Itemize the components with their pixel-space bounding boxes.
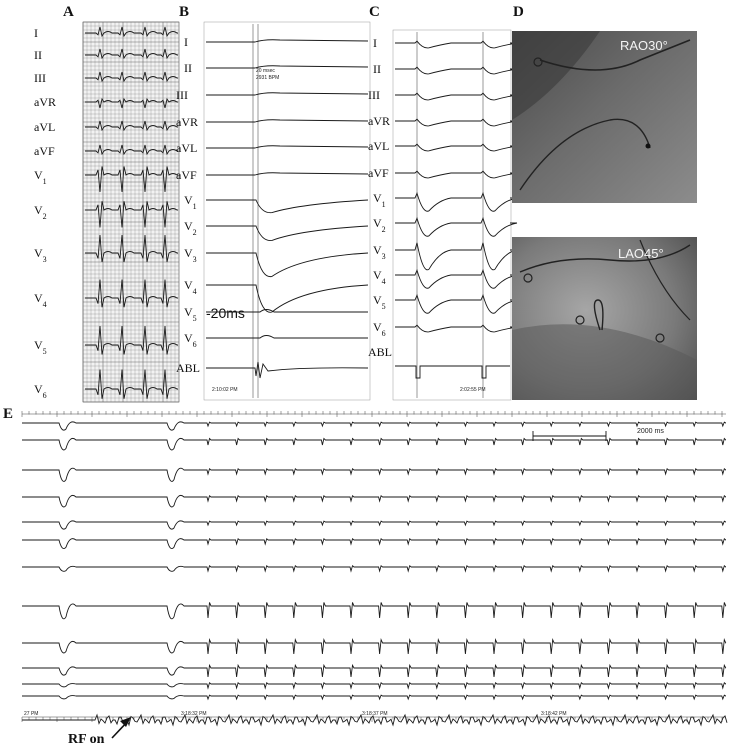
panel-b-timestamp: 2:10:02 PM bbox=[212, 387, 238, 393]
panel-b-lead-v1: $V_1$ bbox=[184, 193, 197, 211]
panel-e-traces bbox=[22, 422, 727, 725]
panel-c-lead-ii: II bbox=[373, 62, 381, 76]
fluoro-rao-label: RAO30° bbox=[620, 38, 668, 53]
strip-trace-6 bbox=[22, 566, 726, 571]
panel-a-lead-avr: aVR bbox=[34, 95, 56, 109]
strip-trace-2 bbox=[22, 468, 726, 481]
panel-c-lead-v2: $V_2$ bbox=[373, 216, 386, 234]
panel-b-lead-v3: $V_3$ bbox=[184, 246, 197, 264]
panel-c-lead-labels bbox=[368, 36, 392, 359]
caliper-interval: 20 msec bbox=[256, 68, 275, 74]
panel-b-lead-v4: $V_4$ bbox=[184, 278, 197, 296]
scale-bar bbox=[533, 431, 606, 441]
panel-c-frame bbox=[393, 30, 511, 400]
panel-b-lead-v5: $V_5$ bbox=[184, 305, 197, 323]
panel-a-ecg bbox=[34, 22, 179, 402]
panel-d-letter: D bbox=[513, 4, 524, 20]
panel-a-lead-ii: II bbox=[34, 48, 42, 62]
panel-a-letter: A bbox=[63, 4, 74, 20]
panel-e-letter: E bbox=[3, 406, 14, 422]
panel-a-lead-v2: $V_2$ bbox=[34, 203, 47, 221]
fluoro-lao-label: LAO45° bbox=[618, 246, 664, 261]
strip-trace-1 bbox=[22, 438, 726, 450]
panel-b-lead-iii: III bbox=[176, 88, 188, 102]
strip-trace-11 bbox=[22, 695, 726, 699]
panel-c-lead-i: I bbox=[373, 36, 377, 50]
strip-trace-4 bbox=[22, 521, 726, 529]
scale-label: 2000 ms bbox=[637, 428, 664, 435]
strip-timestamp-0: 27 PM bbox=[24, 711, 39, 717]
strip-trace-3 bbox=[22, 495, 726, 507]
catheter-tip bbox=[646, 144, 651, 149]
panel-c-lead-v4: $V_4$ bbox=[373, 268, 386, 286]
panel-b-lead-labels bbox=[176, 35, 200, 375]
panel-c-lead-v6: $V_6$ bbox=[373, 320, 386, 338]
panel-b-frame bbox=[204, 22, 370, 400]
panel-c-lead-v5: $V_5$ bbox=[373, 293, 386, 311]
strip-trace-5 bbox=[22, 539, 726, 549]
panel-a-lead-v5: $V_5$ bbox=[34, 338, 47, 356]
panel-c-lead-v1: $V_1$ bbox=[373, 191, 386, 209]
panel-b-lead-v6: $V_6$ bbox=[184, 331, 197, 349]
panel-b-lead-abl: ABL bbox=[176, 361, 200, 375]
panel-b-lead-v2: $V_2$ bbox=[184, 219, 197, 237]
panel-e-strip bbox=[22, 411, 727, 746]
panel-c-lead-avf: aVF bbox=[368, 166, 389, 180]
panel-b-lead-ii: II bbox=[184, 61, 192, 75]
panel-c-timestamp: 2:02:55 PM bbox=[460, 387, 486, 393]
panel-a-lead-v4: $V_4$ bbox=[34, 291, 47, 309]
panel-c-lead-v3: $V_3$ bbox=[373, 243, 386, 261]
panel-b-lead-avl: aVL bbox=[176, 141, 198, 155]
strip-timestamp-1: 3:18:32 PM bbox=[181, 711, 207, 717]
panel-d-fluoroscopy bbox=[512, 31, 697, 400]
panel-a-lead-avf: aVF bbox=[34, 144, 55, 158]
panel-a-lead-v3: $V_3$ bbox=[34, 246, 47, 264]
panel-a-lead-v6: $V_6$ bbox=[34, 382, 47, 400]
panel-c-lead-avr: aVR bbox=[368, 114, 390, 128]
strip-trace-10 bbox=[22, 683, 726, 688]
strip-timestamp-2: 3:18:37 PM bbox=[362, 711, 388, 717]
panel-b-lead-avr: aVR bbox=[176, 115, 198, 129]
strip-timestamp-3: 3:18:42 PM bbox=[541, 711, 567, 717]
panel-c-ecg bbox=[368, 30, 517, 400]
panel-b-letter: B bbox=[179, 4, 190, 20]
caliper-rate: 2931 BPM bbox=[256, 75, 280, 81]
panel-b-lead-i: I bbox=[184, 35, 188, 49]
panel-c-lead-iii: III bbox=[368, 88, 380, 102]
activation-time-annotation: -20ms bbox=[206, 305, 245, 321]
rf-on-label: RF on bbox=[68, 732, 105, 746]
panel-b-ecg bbox=[176, 22, 370, 400]
strip-time-ticks bbox=[22, 411, 722, 722]
panel-c-lead-avl: aVL bbox=[368, 139, 390, 153]
panel-c-letter: C bbox=[369, 4, 380, 20]
strip-trace-0 bbox=[22, 422, 726, 430]
strip-trace-8 bbox=[22, 640, 726, 654]
panel-a-lead-v1: $V_1$ bbox=[34, 168, 47, 186]
strip-trace-7 bbox=[22, 602, 726, 618]
panel-a-lead-i: I bbox=[34, 26, 38, 40]
panel-a-lead-iii: III bbox=[34, 71, 46, 85]
panel-a-lead-avl: aVL bbox=[34, 120, 56, 134]
panel-c-lead-abl: ABL bbox=[368, 345, 392, 359]
strip-trace-9 bbox=[22, 665, 726, 677]
panel-a-lead-labels bbox=[34, 26, 56, 400]
panel-b-lead-avf: aVF bbox=[176, 168, 197, 182]
